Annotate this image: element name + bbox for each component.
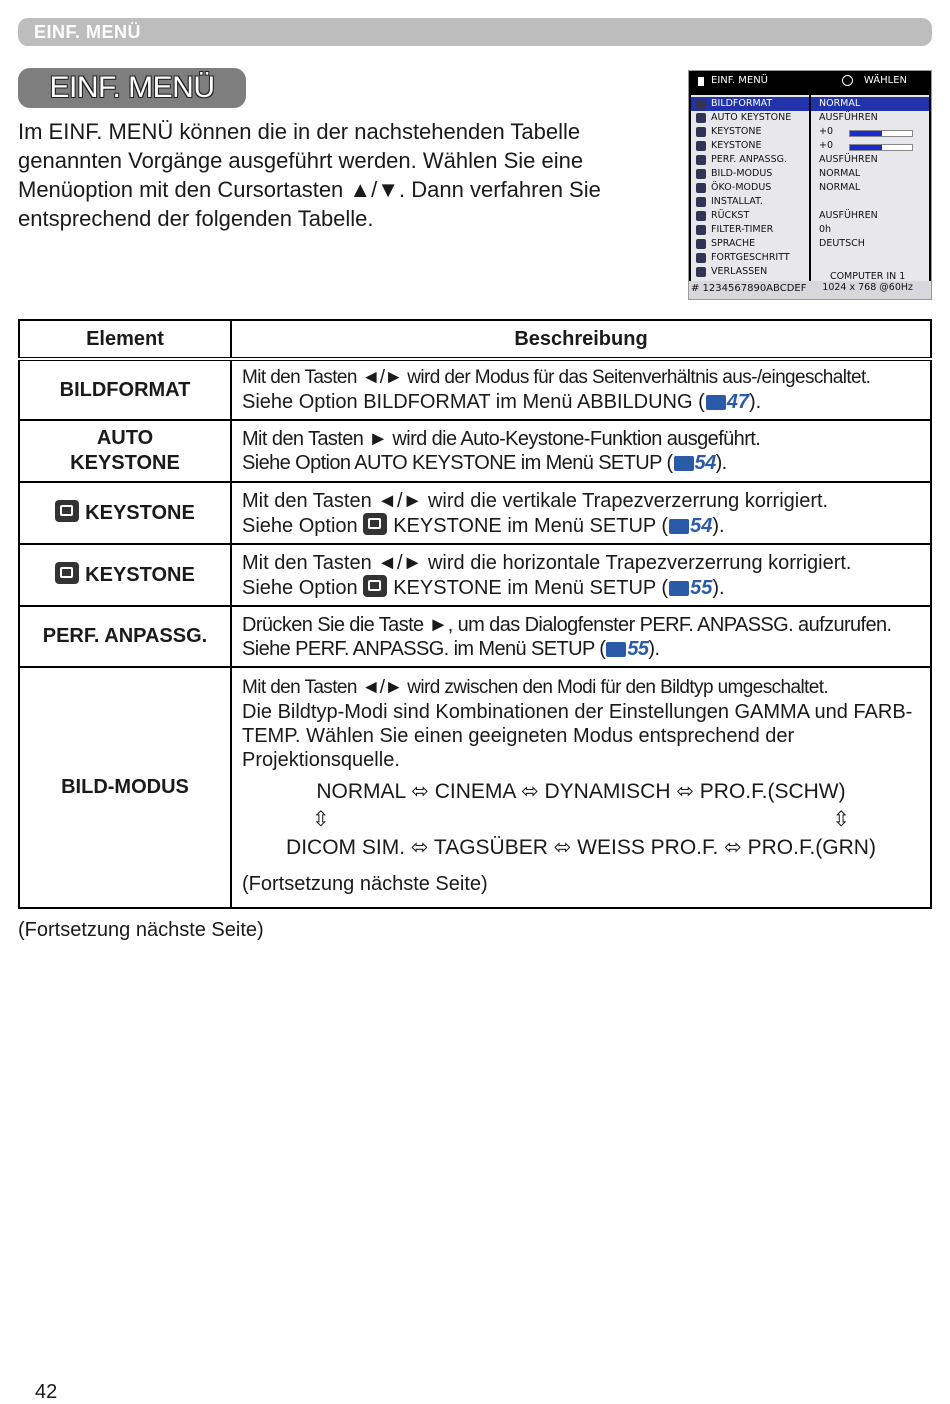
- osd-item-list: [691, 95, 809, 287]
- page-title-pill: [18, 68, 246, 108]
- intro-paragraph: Im EINF. MENÜ können die in der nachstehenden Tabelle genannten Vorgänge ausgeführt werden. Wählen Sie eine Menüoption mit den Cursortasten ▲/▼. Dann verfahren Sie entsprechend der folgenden Tabelle.: [18, 119, 601, 231]
- reset-icon: [696, 211, 706, 221]
- osd-item: AUTO KEYSTONE: [691, 111, 809, 125]
- continued-footer: (Fortsetzung nächste Seite): [18, 919, 264, 941]
- osd-input-info: COMPUTER IN 1 1024 x 768 @60Hz: [822, 271, 913, 293]
- header-element: Element: [19, 320, 231, 359]
- osd-item: RÜCKST: [691, 209, 809, 223]
- osd-item: BILD-MODUS: [691, 167, 809, 181]
- osd-value: AUSFÜHREN: [819, 154, 878, 165]
- keystone-v-icon: [696, 127, 706, 137]
- advanced-icon: [696, 253, 706, 263]
- section-header-bar: [18, 18, 932, 46]
- osd-value-list: [811, 95, 929, 287]
- row-element: BILD-MODUS: [19, 667, 231, 908]
- row-element: PERF. ANPASSG.: [19, 606, 231, 667]
- osd-item: PERF. ANPASSG.: [691, 153, 809, 167]
- page-number: 42: [35, 1381, 58, 1403]
- book-icon: [669, 581, 689, 596]
- row-description: Mit den Tasten ◄/► wird die horizontale Trapezverzerrung korrigiert. Siehe Option KEYSTONE im Menü SETUP ( 55).: [231, 544, 931, 606]
- osd-slider: [849, 130, 913, 137]
- mode-cycle: NORMAL ⬄ CINEMA ⬄ DYNAMISCH ⬄ PRO.F.(SCHW) ⇳ ⇳ DICOM SIM. ⬄ TAGSÜBER ⬄ WEISS PRO.F. ⬄ PRO.F.(GRN): [286, 779, 876, 859]
- osd-value: AUSFÜHREN: [819, 112, 878, 123]
- keystone-vertical-icon: [363, 513, 387, 535]
- osd-title: EINF. MENÜ: [711, 75, 768, 86]
- row-description: Drücken Sie die Taste ►, um das Dialogfenster PERF. ANPASSG. aufzurufen. Siehe PERF. ANPASSG. im Menü SETUP ( 55).: [231, 606, 931, 667]
- keystone-horizontal-icon: [363, 575, 387, 597]
- osd-header: [689, 71, 931, 93]
- osd-item: FILTER-TIMER: [691, 223, 809, 237]
- row-element: BILDFORMAT: [19, 359, 231, 420]
- keystone-h-icon: [696, 141, 706, 151]
- osd-item: INSTALLAT.: [691, 195, 809, 209]
- osd-select-label: WÄHLEN: [863, 75, 907, 86]
- aspect-icon: [696, 99, 706, 109]
- picture-mode-icon: [696, 169, 706, 179]
- cursor-keys-icon: [842, 75, 853, 86]
- osd-item: BILDFORMAT: [691, 97, 809, 111]
- osd-value: DEUTSCH: [819, 238, 865, 249]
- row-description: Mit den Tasten ► wird die Auto-Keystone-Funktion ausgeführt. Siehe Option AUTO KEYSTONE im Menü SETUP ( 54).: [231, 420, 931, 482]
- osd-item: VERLASSEN: [691, 265, 809, 279]
- install-icon: [696, 197, 706, 207]
- osd-value: NORMAL: [819, 182, 861, 193]
- table-row: [19, 606, 931, 667]
- osd-item: KEYSTONE: [691, 125, 809, 139]
- eco-icon: [696, 183, 706, 193]
- row-description: Mit den Tasten ◄/► wird die vertikale Trapezverzerrung korrigiert. Siehe Option KEYSTONE im Menü SETUP ( 54).: [231, 482, 931, 544]
- osd-item: ÖKO-MODUS: [691, 181, 809, 195]
- filter-icon: [696, 225, 706, 235]
- row-description: Mit den Tasten ◄/► wird zwischen den Modi für den Bildtyp umgeschaltet. Die Bildtyp-Modi sind Kombinationen der Einstellungen GAMMA und FARB-TEMP. Wählen Sie einen geeigneten Modus entsprechend der Projektionsquelle. NORMAL ⬄ CINEMA ⬄ DYNAMISCH ⬄ PRO.F.(SCHW) ⇳ ⇳ DICOM SIM. ⬄ TAGSÜBER ⬄ WEISS PRO.F. ⬄ PRO.F.(GRN) (Fortsetzung nächste Seite): [231, 667, 931, 908]
- book-icon: [674, 456, 694, 471]
- menu-table: [18, 319, 932, 909]
- section-header-text: EINF. MENÜ: [34, 22, 142, 42]
- page-title: EINF. MENÜ: [49, 71, 215, 104]
- osd-value: +0: [819, 140, 834, 151]
- table-header-row: [19, 320, 931, 359]
- language-icon: [696, 239, 706, 249]
- osd-value: NORMAL: [819, 168, 861, 179]
- exit-icon: [696, 267, 706, 277]
- osd-item: KEYSTONE: [691, 139, 809, 153]
- auto-keystone-icon: [696, 113, 706, 123]
- table-row: [19, 482, 931, 544]
- table-row: [19, 420, 931, 482]
- osd-value: 0h: [819, 224, 832, 235]
- book-icon: [706, 395, 726, 410]
- osd-item: FORTGESCHRITT: [691, 251, 809, 265]
- osd-slider: [849, 144, 913, 151]
- header-description: Beschreibung: [231, 320, 931, 359]
- keystone-horizontal-icon: [55, 562, 79, 584]
- menu-icon: [698, 77, 704, 86]
- osd-item: SPRACHE: [691, 237, 809, 251]
- row-element: AUTO KEYSTONE: [19, 420, 231, 482]
- row-element: KEYSTONE: [19, 544, 231, 606]
- table-row: [19, 667, 931, 908]
- perfect-fit-icon: [696, 155, 706, 165]
- osd-value: +0: [819, 126, 834, 137]
- osd-value-selected: NORMAL: [811, 97, 929, 111]
- row-description: Mit den Tasten ◄/► wird der Modus für das Seitenverhältnis aus-/eingeschaltet. Siehe Option BILDFORMAT im Menü ABBILDUNG ( 47).: [231, 359, 931, 420]
- osd-menu-screenshot: [688, 70, 932, 300]
- continued-note: (Fortsetzung nächste Seite): [242, 872, 488, 895]
- keystone-vertical-icon: [55, 500, 79, 522]
- table-row: [19, 544, 931, 606]
- book-icon: [606, 642, 626, 657]
- row-element: KEYSTONE: [19, 482, 231, 544]
- table-row: [19, 359, 931, 420]
- osd-value: AUSFÜHREN: [819, 210, 878, 221]
- osd-footer: # 1234567890ABCDEF: [689, 281, 931, 299]
- book-icon: [669, 519, 689, 534]
